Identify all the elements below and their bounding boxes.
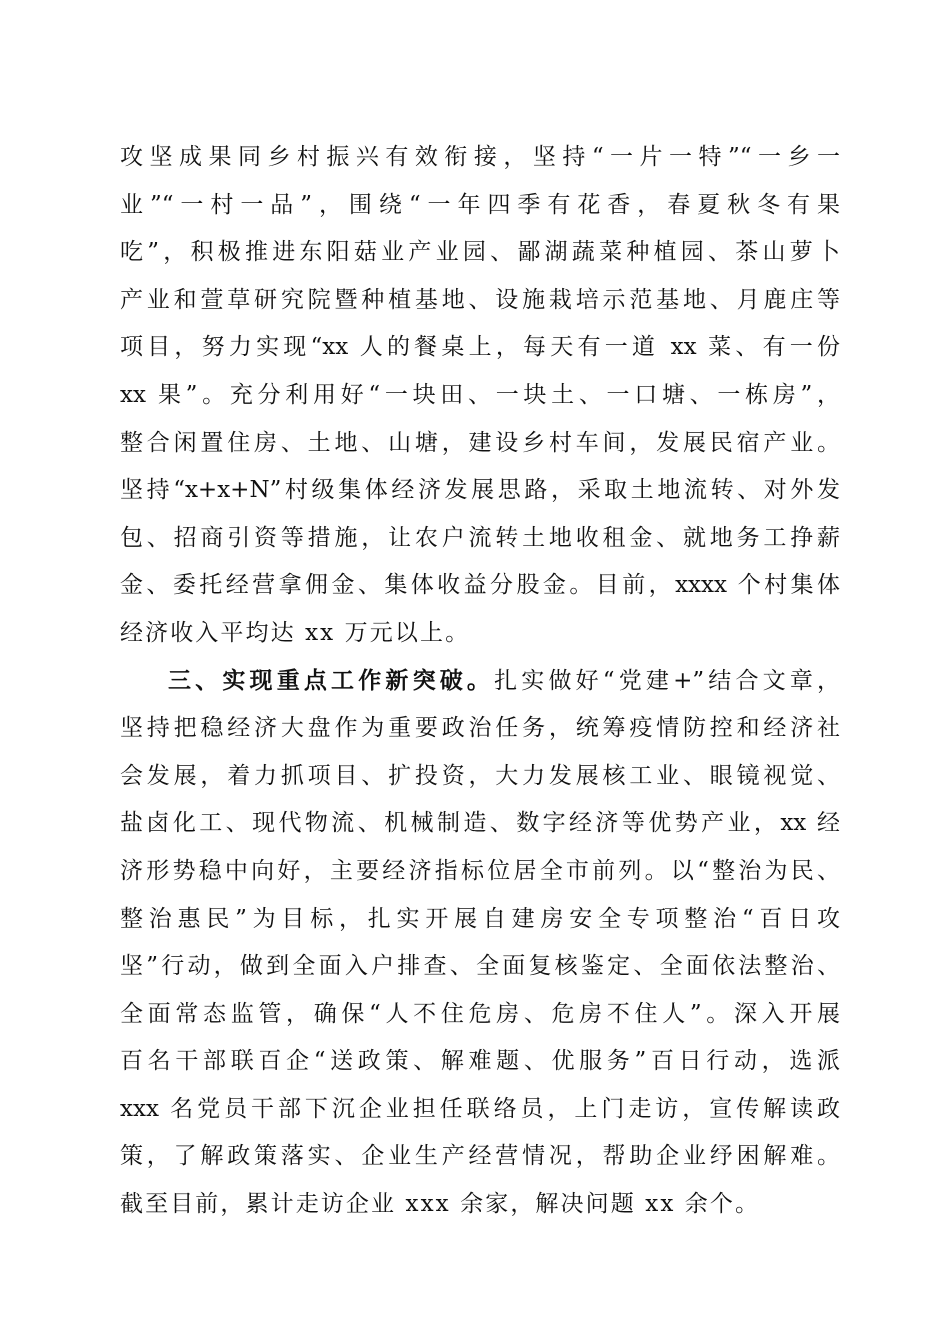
text-line: 盐卤化工、现代物流、机械制造、数字经济等优势产业，xx 经 [120, 810, 840, 837]
text-line: 业”“一村一品”，围绕“一年四季有花香，春夏秋冬有果 [120, 191, 840, 218]
text-line: 会发展，着力抓项目、扩投资，大力发展核工业、眼镜视觉、 [120, 762, 840, 789]
paragraph-1 [120, 134, 840, 658]
text-line: 全面常态监管，确保“人不住危房、危房不住人”。深入开展 [120, 1000, 840, 1027]
text-line: 产业和萱草研究院暨种植基地、设施栽培示范基地、月鹿庄等 [120, 286, 840, 313]
text-line: 项目，努力实现“xx 人的餐桌上，每天有一道 xx 菜、有一份 [120, 334, 840, 361]
text-line: 吃”，积极推进东阳菇业产业园、鄙湖蔬菜种植园、茶山萝卜 [120, 239, 840, 266]
text-line: 金、委托经营拿佣金、集体收益分股金。目前，xxxx 个村集体 [120, 572, 840, 599]
text-line: 坚持把稳经济大盘作为重要政治任务，统筹疫情防控和经济社 [120, 715, 840, 742]
text-line: 整合闲置住房、土地、山塘，建设乡村车间，发展民宿产业。 [120, 429, 840, 456]
text-line: 截至目前，累计走访企业 xxx 余家，解决问题 xx 余个。 [120, 1191, 761, 1218]
text-line: 坚”行动，做到全面入户排查、全面复核鉴定、全面依法整治、 [120, 953, 840, 980]
heading-line-rest: 扎实做好“党建+”结合文章， [494, 667, 840, 694]
section-heading: 三、实现重点工作新突破。 [168, 667, 495, 694]
text-line: 包、招商引资等措施，让农户流转土地收租金、就地务工挣薪 [120, 524, 840, 551]
text-line: 攻坚成果同乡村振兴有效衔接，坚持“一片一特”“一乡一 [120, 144, 840, 170]
text-line: 济形势稳中向好，主要经济指标位居全市前列。以“整治为民、 [120, 857, 840, 884]
text-line: 策，了解政策落实、企业生产经营情况，帮助企业纾困解难。 [120, 1143, 840, 1170]
text-line: 经济收入平均达 xx 万元以上。 [120, 619, 471, 646]
heading-line [120, 658, 840, 706]
text-line: 坚持“x+x+N”村级集体经济发展思路，采取土地流转、对外发 [120, 477, 840, 504]
text-line: xx 果”。充分利用好“一块田、一块土、一口塘、一栋房”， [120, 381, 840, 408]
paragraph-2 [120, 658, 840, 1229]
body-text [120, 134, 840, 1229]
text-line: 整治惠民”为目标，扎实开展自建房安全专项整治“百日攻 [120, 905, 840, 932]
text-line: xxx 名党员干部下沉企业担任联络员，上门走访，宣传解读政 [120, 1095, 840, 1122]
text-line: 百名干部联百企“送政策、解难题、优服务”百日行动，选派 [120, 1048, 840, 1075]
